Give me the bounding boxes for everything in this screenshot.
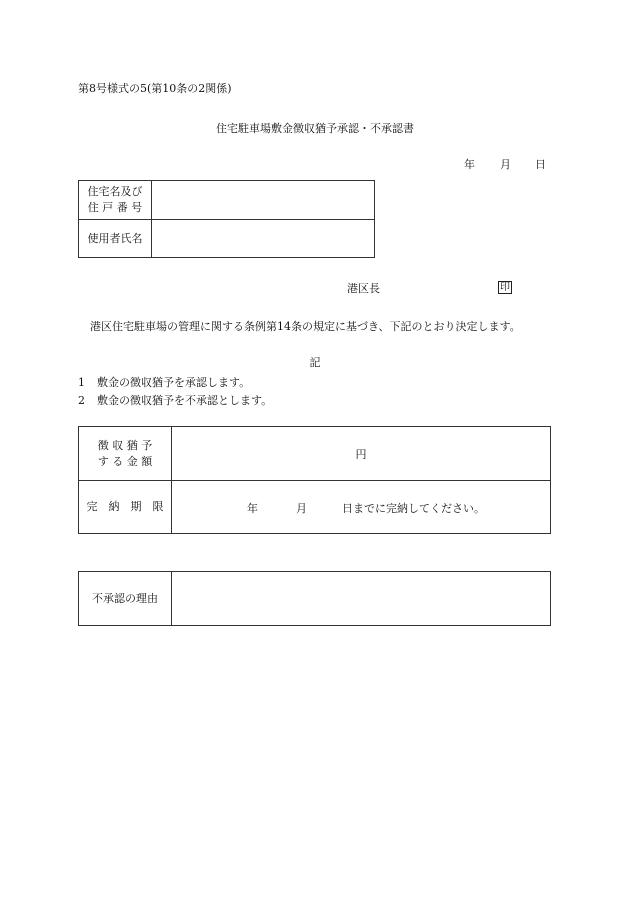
deadline-year-label: 年 — [247, 502, 258, 515]
date-month-label: 月 — [500, 158, 511, 171]
decision-item-1[interactable] — [78, 374, 250, 390]
date-day-label: 日 — [535, 158, 546, 171]
date-year-label: 年 — [464, 158, 475, 171]
housing-name-label-line2: 住 戸 番 号 — [87, 201, 143, 214]
user-name-field[interactable] — [152, 220, 375, 258]
housing-name-label — [79, 181, 152, 220]
deferred-amount-label-line1: 徴 収 猶 予 — [97, 438, 153, 452]
rejection-reason-field[interactable] — [172, 572, 551, 626]
page-title: 住宅駐車場敷金徴収猶予承認・不承認書 — [216, 122, 414, 135]
applicant-table — [78, 180, 375, 258]
body-text: 港区住宅駐車場の管理に関する条例第14条の規定に基づき、下記のとおり決定します。 — [90, 320, 521, 333]
housing-name-label-line1: 住宅名及び — [87, 185, 143, 198]
payment-deadline-label: 完 納 期 限 — [79, 481, 172, 534]
form-number: 第8号様式の5(第10条の2関係) — [78, 82, 232, 95]
seal-mark-text: 印 — [500, 282, 510, 293]
ki-heading: 記 — [309, 356, 321, 369]
decision-number: 2 — [78, 394, 85, 407]
seal-mark — [498, 280, 512, 294]
decision-text: 敷金の徴収猶予を承認します。 — [97, 376, 251, 389]
decision-text: 敷金の徴収猶予を不承認とします。 — [97, 394, 273, 407]
deferred-amount-label-line2: す る 金 額 — [97, 454, 153, 468]
user-name-label: 使用者氏名 — [79, 220, 152, 258]
deadline-month-label: 月 — [296, 502, 307, 515]
deadline-suffix: 日までに完納してください。 — [342, 502, 485, 515]
amount-table — [78, 426, 551, 534]
payment-deadline-field[interactable] — [172, 481, 551, 534]
yen-unit: 円 — [355, 447, 367, 461]
housing-name-field[interactable] — [152, 181, 375, 220]
issuer-name: 港区長 — [347, 282, 380, 295]
deferred-amount-label — [79, 427, 172, 481]
decision-number: 1 — [78, 376, 85, 389]
deferred-amount-field[interactable] — [172, 427, 551, 481]
rejection-reason-label: 不承認の理由 — [79, 572, 172, 626]
decision-item-2[interactable] — [78, 392, 272, 408]
reason-table — [78, 571, 551, 626]
